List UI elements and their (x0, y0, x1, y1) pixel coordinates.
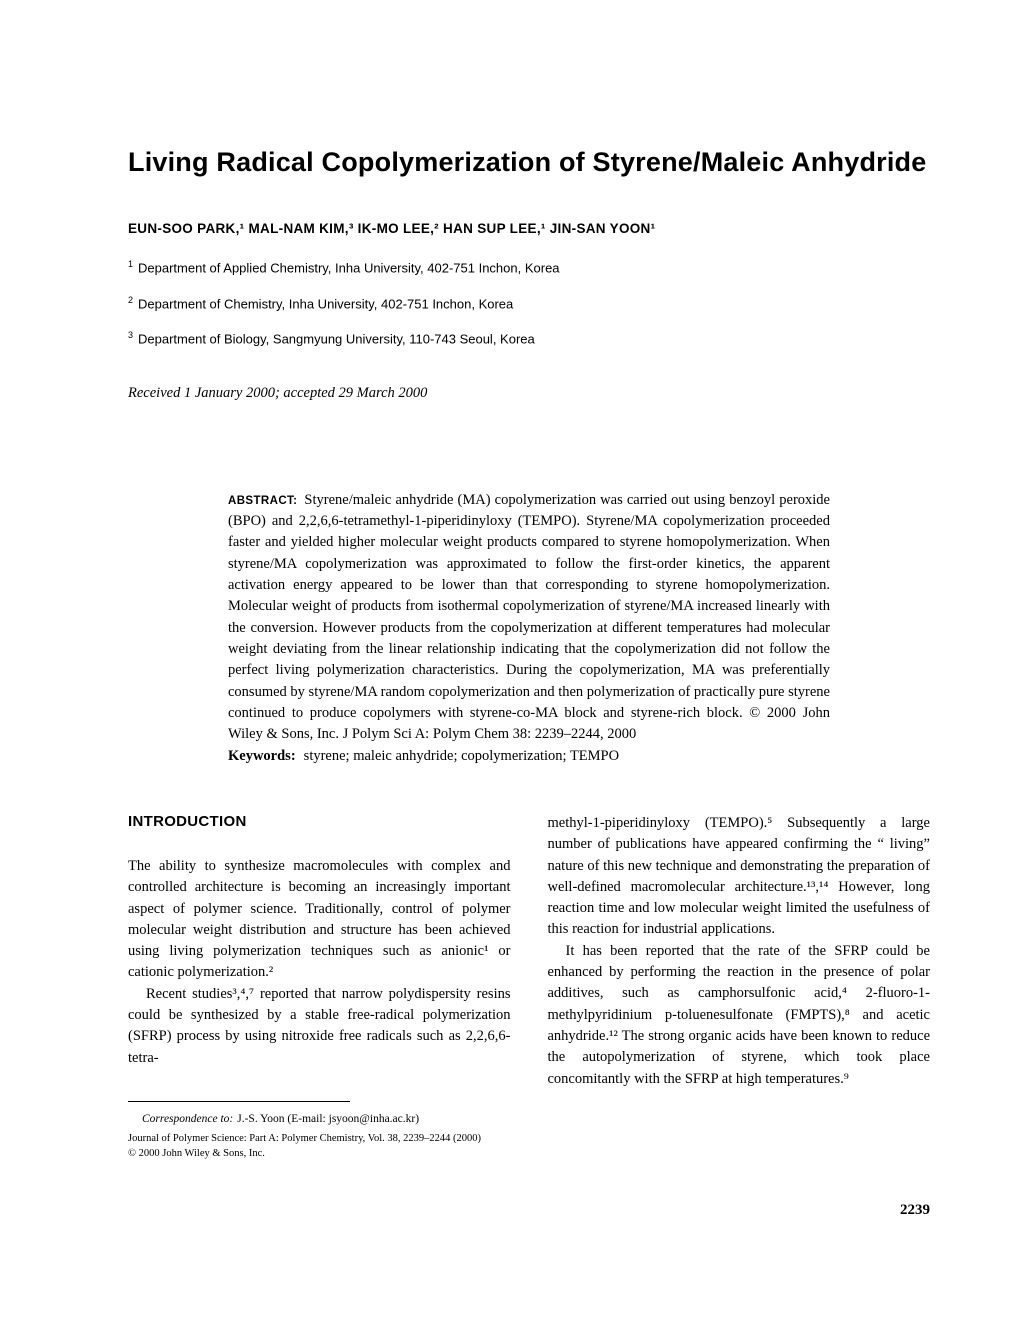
keywords-label: Keywords: (228, 747, 296, 764)
journal-citation-line: Journal of Polymer Science: Part A: Polymer Chemistry, Vol. 38, 2239–2244 (2000) (128, 1133, 481, 1145)
affiliations-list (128, 258, 930, 349)
affiliation-1 (128, 258, 930, 278)
two-column-body (128, 813, 930, 1162)
affiliation-3-text: Department of Biology, Sangmyung University, 110-743 Seoul, Korea (138, 331, 535, 347)
affiliation-3-marker: 3 (128, 330, 134, 341)
keywords-line (228, 746, 830, 767)
affiliation-1-marker: 1 (128, 259, 134, 270)
affiliation-2-marker: 2 (128, 294, 134, 305)
correspondence-text: J.-S. Yoon (E-mail: jsyoon@inha.ac.kr) (237, 1113, 420, 1126)
right-column (548, 813, 931, 1162)
abstract-label: ABSTRACT: (228, 494, 298, 507)
section-heading-introduction: INTRODUCTION (128, 812, 247, 830)
received-line: Received 1 January 2000; accepted 29 March 2000 (128, 384, 428, 401)
affiliation-2-text: Department of Chemistry, Inha University, 402-751 Inchon, Korea (138, 296, 514, 312)
affiliation-2 (128, 294, 930, 314)
intro-paragraph-2: Recent studies³,⁴,⁷ reported that narrow polydispersity resins could be synthesized by a stable free-radical polymerization (SFRP) process by using nitroxide free radicals such as 2,2,6,6-tetra- (128, 985, 511, 1066)
page-number: 2239 (900, 1202, 930, 1218)
footnote-divider (128, 1101, 350, 1102)
copyright-line: © 2000 John Wiley & Sons, Inc. (128, 1148, 265, 1160)
keywords-text: styrene; maleic anhydride; copolymerization; TEMPO (303, 747, 620, 764)
affiliation-1-text: Department of Applied Chemistry, Inha University, 402-751 Inchon, Korea (138, 260, 560, 276)
abstract-block (228, 490, 830, 767)
left-column (128, 813, 511, 1162)
page-content (128, 0, 930, 1162)
intro-paragraph-1: The ability to synthesize macromolecules with complex and controlled architecture is becoming an increasingly important aspect of polymer science. Traditionally, control of polymer molecular weight distribution and structure has been achieved using living polymerization techniques such as anionic¹ or cationic polymerization.² (128, 857, 511, 981)
intro-paragraph-4: It has been reported that the rate of the SFRP could be enhanced by performing the reaction in the presence of polar additives, such as camphorsulfonic acid,⁴ 2-fluoro-1-methylpyridinium p-toluenesulfonate (FMPTS),⁸ and acetic anhydride.¹² The strong organic acids have been known to reduce the autopolymerization of styrene, which took place concomitantly with the SFRP at high temperatures.⁹ (547, 942, 930, 1087)
abstract-paragraph (228, 490, 830, 746)
footnote-block (128, 1101, 511, 1162)
authors-line: EUN-SOO PARK,¹ MAL-NAM KIM,³ IK-MO LEE,² HAN SUP LEE,¹ JIN-SAN YOON¹ (128, 221, 656, 237)
intro-paragraph-3: methyl-1-piperidinyloxy (TEMPO).⁵ Subsequently a large number of publications have appeared confirming the “ living” nature of this new technique and demonstrating the preparation of well-defined macromolecular architecture.¹³,¹⁴ However, long reaction time and low molecular weight limited the usefulness of this reaction for industrial applications. (547, 814, 930, 938)
abstract-text: Styrene/maleic anhydride (MA) copolymerization was carried out using benzoyl peroxide (BPO) and 2,2,6,6-tetramethyl-1-piperidinyloxy (TEMPO). Styrene/MA copolymerization proceeded faster and yielded higher molecular weight products compared to styrene homopolymerization. When styrene/MA copolymerization was approximated to follow the first-order kinetics, the apparent activation energy appeared to be lower than that corresponding to styrene homopolymerization. Molecular weight of products from isothermal copolymerization of styrene/MA increased linearly with the conversion. However products from the copolymerization at different temperatures had molecular weight deviating from the linear relationship indicating that the copolymerization did not follow the perfect living polymerization characteristics. During the copolymerization, MA was preferentially consumed by styrene/MA random copolymerization and then polymerization of practically pure styrene continued to produce copolymers with styrene-co-MA block and styrene-rich block. © 2000 John Wiley & Sons, Inc. J Polym Sci A: Polym Chem 38: 2239–2244, 2000 (228, 491, 830, 743)
affiliation-3 (128, 329, 930, 349)
article-title: Living Radical Copolymerization of Styrene/Maleic Anhydride (128, 147, 927, 177)
correspondence-label: Correspondence to: (142, 1113, 234, 1126)
correspondence-note (128, 1111, 511, 1127)
